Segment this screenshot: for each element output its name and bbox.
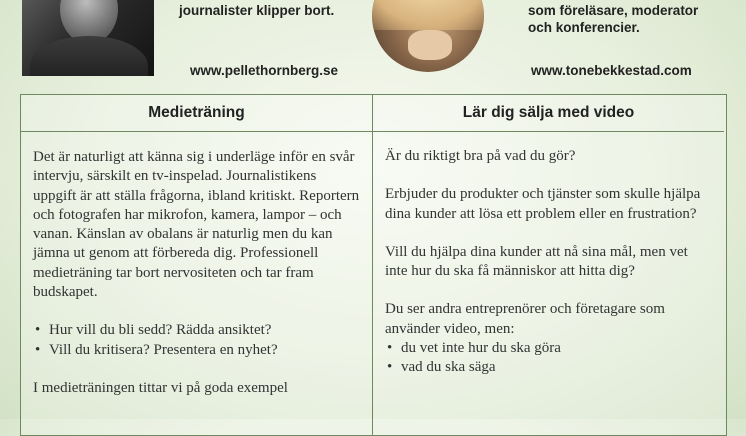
video-sales-paragraph-2: Erbjuder du produkter och tjänster som skulle hjälpa dina kunder att lösa ett problem eller en frustration?: [385, 186, 701, 222]
list-item: • Hur vill du bli sedd? Rädda ansiktet?: [33, 321, 360, 340]
list-item: • vad du ska säga: [385, 358, 712, 377]
portrait-shoulders: [30, 36, 148, 76]
left-person-website-link[interactable]: www.pellethornberg.se: [190, 63, 339, 78]
left-person-tagline: journalister klipper bort.: [179, 3, 335, 18]
right-person-tagline: [528, 2, 698, 36]
right-person-website-link[interactable]: www.tonebekkestad.com: [531, 63, 692, 78]
portrait-hair: [372, 0, 484, 30]
media-training-paragraph-2: I medieträningen tittar vi på goda exempel: [33, 379, 288, 396]
media-training-title: Medieträning: [21, 95, 372, 132]
media-training-body: [21, 132, 372, 398]
portrait-photo-woman: [372, 0, 484, 72]
portrait-photo-man: [22, 0, 154, 76]
list-item: • du vet inte hur du ska göra: [385, 339, 712, 358]
portrait-hand: [408, 30, 452, 60]
services-table: [20, 94, 727, 436]
list-item: • Vill du kritisera? Presentera en nyhet?: [33, 341, 360, 360]
right-person-tagline-line-2: och konferencier.: [528, 20, 640, 35]
media-training-column: [21, 95, 373, 435]
video-sales-title: Lär dig sälja med video: [373, 95, 724, 132]
video-sales-paragraph-3: Vill du hjälpa dina kunder att nå sina mål, men vet inte hur du ska få människor att hitta dig?: [385, 243, 688, 280]
video-sales-bullet-list: [385, 339, 712, 378]
video-sales-paragraph-1: Är du riktigt bra på vad du gör?: [385, 148, 576, 164]
media-training-bullet-list: [33, 321, 360, 360]
right-person-tagline-line-1: som föreläsare, moderator: [528, 3, 699, 18]
media-training-paragraph-1: Det är naturligt att känna sig i underläge inför en svår intervju, särskilt en tv-inspelad. Journalistikens uppgift är att ställa frågorna, ibland kritiskt. Reportern och fotografen har mikrofon, kamera, lampor – och vanan. Känslan av obalans är naturlig men du kan jämna ut genom att förbereda dig. Professionell medieträning tar bort nervositeten och tar fram budskapet.: [33, 149, 360, 301]
video-sales-body: [373, 132, 724, 378]
video-sales-column: [373, 95, 724, 435]
video-sales-paragraph-4: Du ser andra entreprenörer och företagare som använder video, men:: [385, 301, 665, 337]
